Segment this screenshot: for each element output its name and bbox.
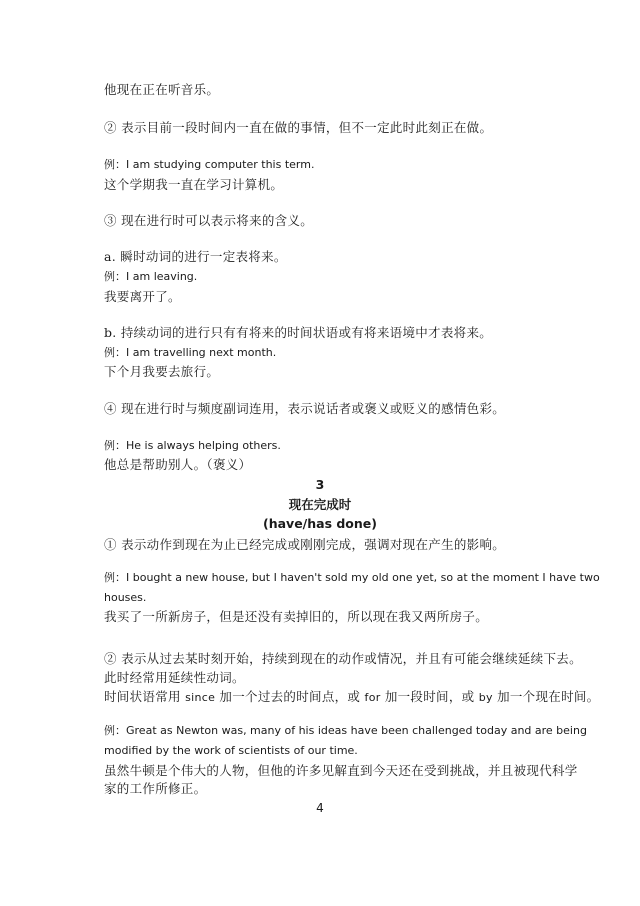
translation-line: 虽然牛顿是个伟大的人物，但他的许多见解直到今天还在受到挑战，并且被现代科学 [104, 763, 578, 778]
point-2-heading: ② 表示从过去某时刻开始，持续到现在的动作或情况，并且有可能会继续延续下去。 [104, 651, 582, 666]
time-adverbial-line: 时间状语常用 since 加一个过去的时间点，或 for 加一段时间，或 by 加一个现在时间。 [104, 689, 600, 704]
translation-line: 我买了一所新房子，但是还没有卖掉旧的，所以现在我又两所房子。 [104, 609, 489, 624]
text-line: 此时经常用延续性动词。 [104, 670, 245, 685]
example-sentence: 例：I am leaving. [104, 270, 198, 283]
text-line: 他现在正在听音乐。 [104, 82, 220, 97]
section-subtitle: (have/has done) [263, 516, 377, 531]
translation-line: 这个学期我一直在学习计算机。 [104, 177, 284, 192]
point-1-heading: ① 表示动作到现在为止已经完成或刚刚完成，强调对现在产生的影响。 [104, 537, 506, 552]
section-title: 现在完成时 [288, 497, 352, 512]
section-number: 3 [315, 477, 325, 492]
page-number: 4 [316, 801, 324, 815]
translation-line: 家的工作所修正。 [104, 781, 207, 796]
example-sentence-continued: modified by the work of scientists of our time. [104, 744, 358, 757]
example-sentence: 例：Great as Newton was, many of his ideas have been challenged today and are being [104, 724, 587, 737]
point-2-heading: ② 表示目前一段时间内一直在做的事情，但不一定此时此刻正在做。 [104, 120, 493, 135]
example-sentence: 例：I am travelling next month. [104, 346, 277, 359]
example-sentence: 例：He is always helping others. [104, 439, 281, 452]
translation-line: 下个月我要去旅行。 [104, 364, 220, 379]
sub-point-b: b. 持续动词的进行只有有将来的时间状语或有将来语境中才表将来。 [104, 325, 493, 340]
translation-line: 我要离开了。 [104, 289, 181, 304]
point-3-heading: ③ 现在进行时可以表示将来的含义。 [104, 213, 314, 228]
point-4-heading: ④ 现在进行时与频度副词连用，表示说话者或褒义或贬义的感情色彩。 [104, 401, 506, 416]
example-sentence-continued: houses. [104, 591, 147, 604]
example-sentence: 例：I bought a new house, but I haven't sold my old one yet, so at the moment I have two [104, 571, 600, 584]
sub-point-a: a. 瞬时动词的进行一定表将来。 [104, 249, 287, 264]
translation-line: 他总是帮助别人。（褒义） [104, 457, 252, 472]
example-sentence: 例：I am studying computer this term. [104, 158, 315, 171]
